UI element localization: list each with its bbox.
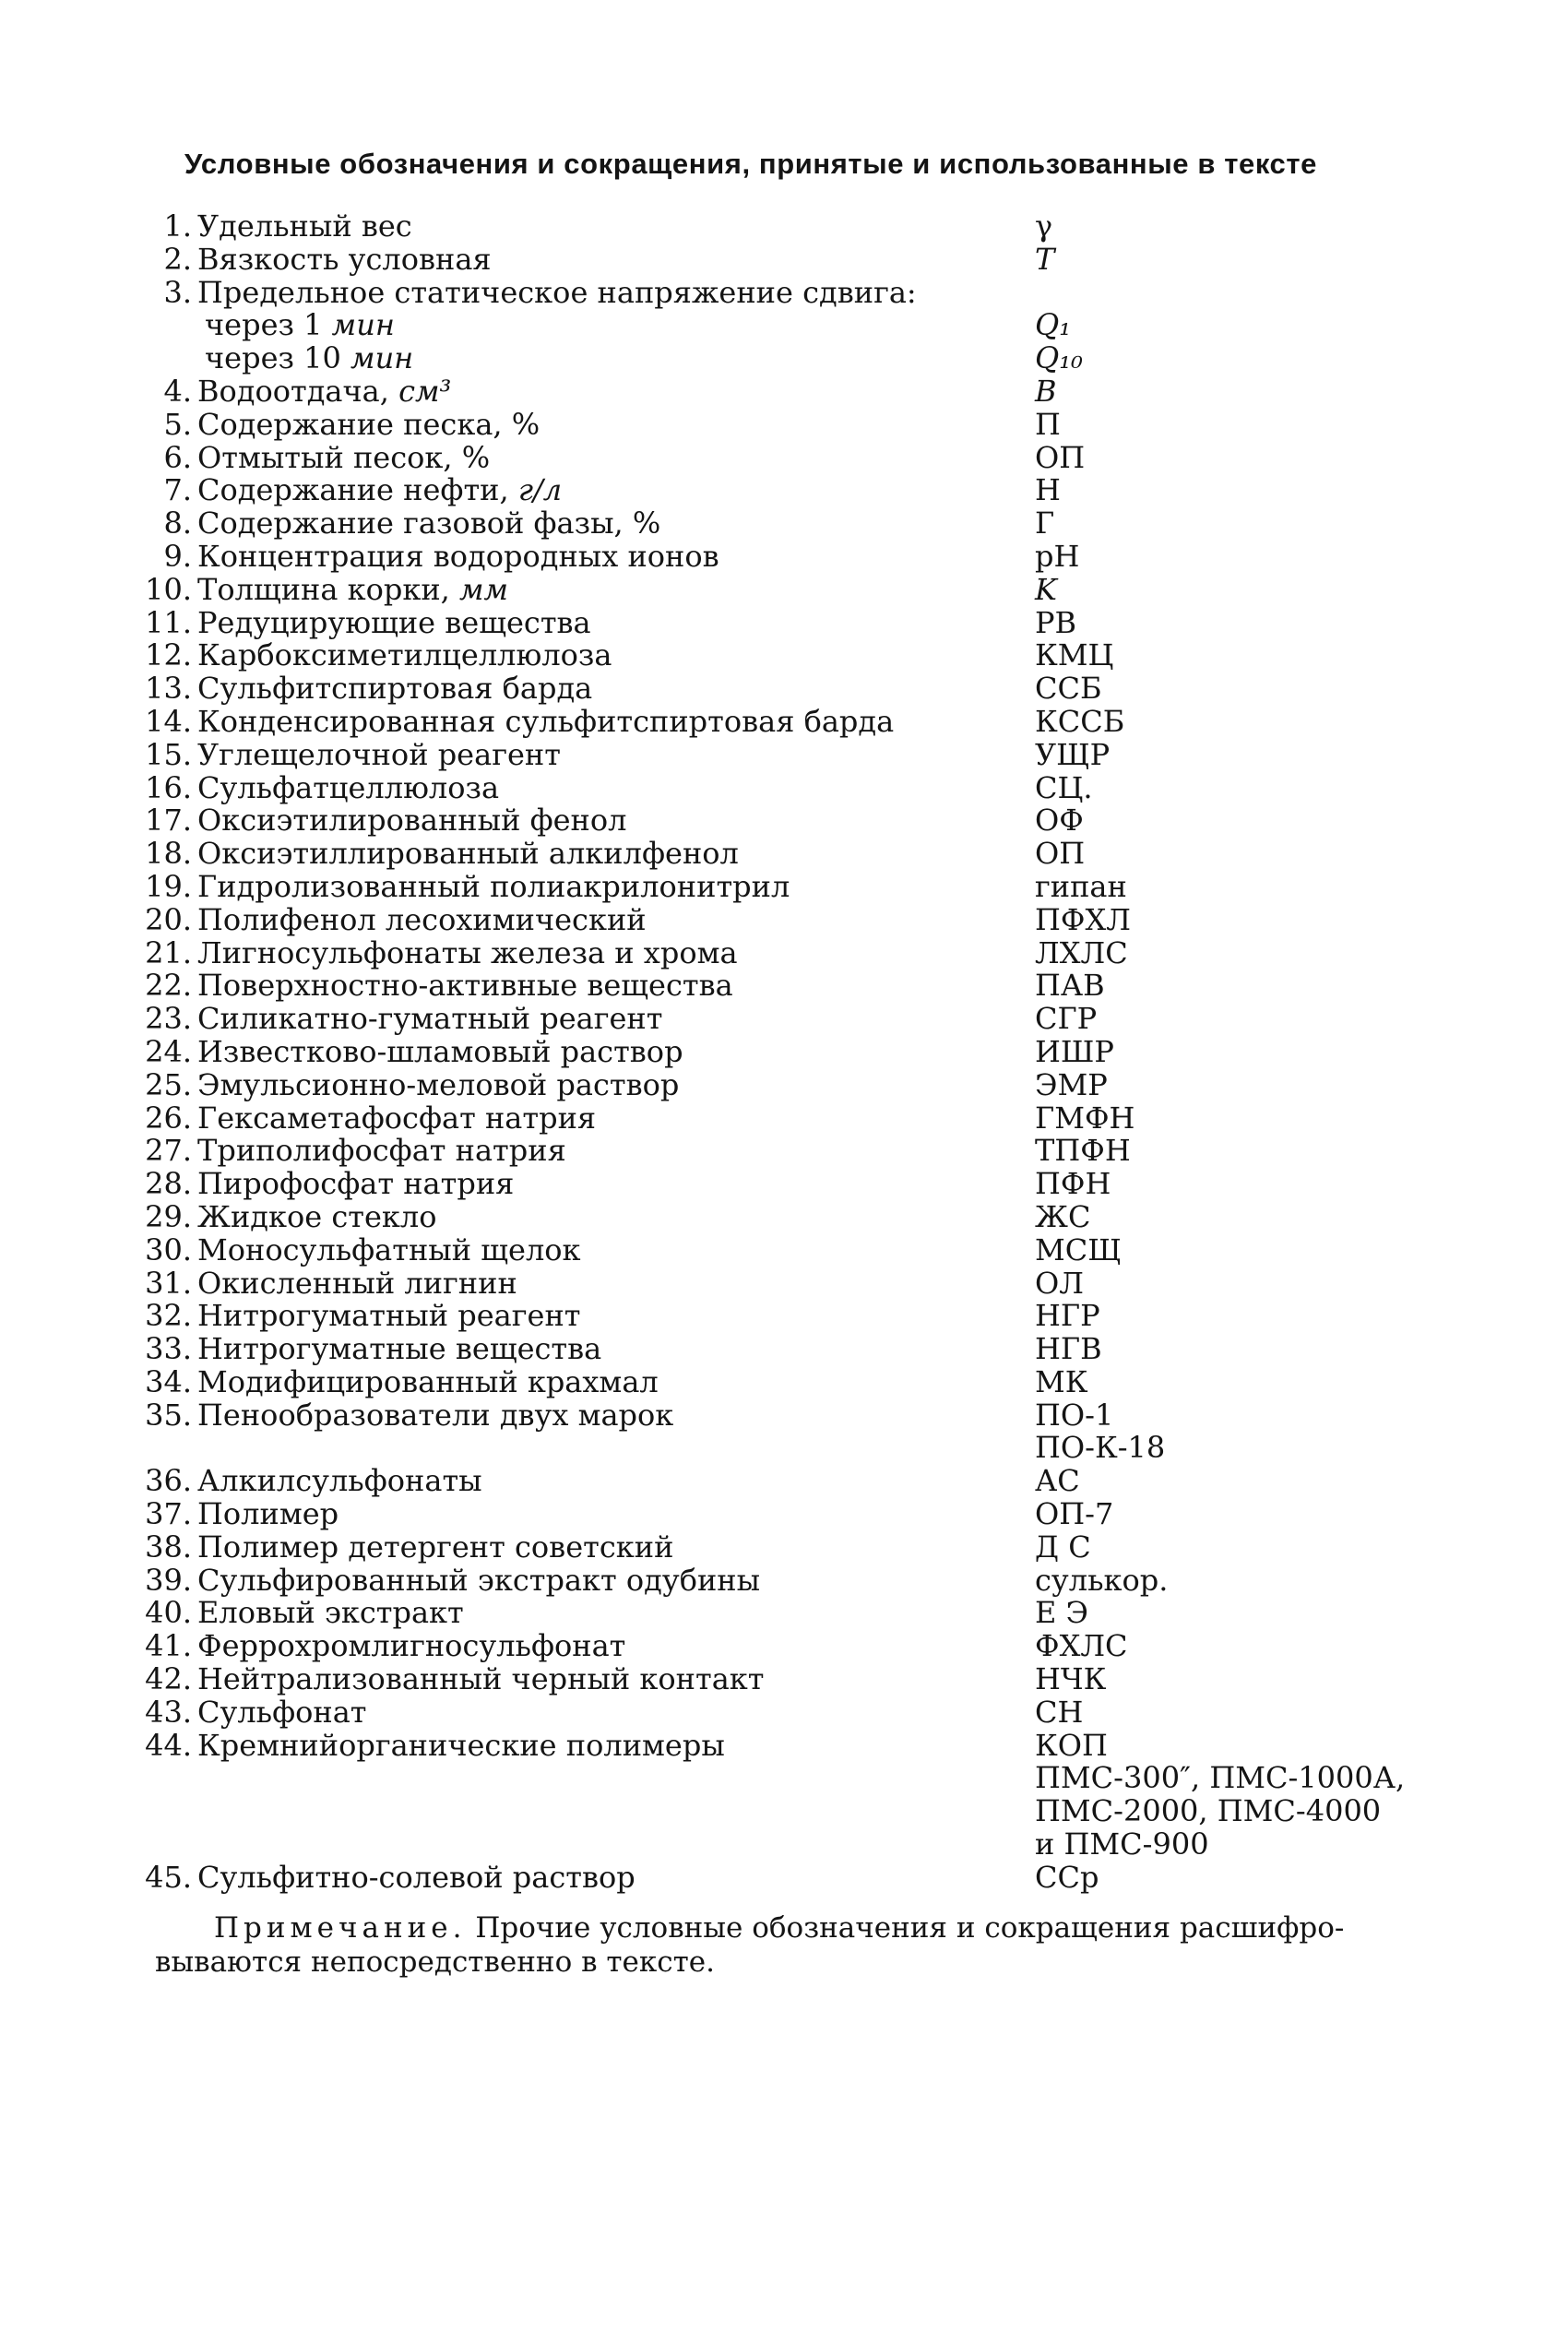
- list-item: [0, 901, 1568, 937]
- item-number: 6.: [163, 439, 192, 475]
- item-label: Окисленный лигнин: [197, 1265, 517, 1301]
- list-item: [0, 1399, 1568, 1433]
- item-number: 15.: [145, 736, 192, 772]
- item-number: 31.: [145, 1265, 192, 1301]
- item-abbreviation: МК: [1035, 1363, 1088, 1399]
- item-abbreviation: НГВ: [1035, 1331, 1102, 1367]
- item-label: Полимер: [197, 1496, 339, 1532]
- item-number: 26.: [145, 1100, 192, 1136]
- list-item: [0, 1498, 1568, 1531]
- item-abbreviation: ОП: [1035, 836, 1086, 872]
- item-abbreviation: и ПМС-900: [1035, 1826, 1209, 1862]
- list-item: [0, 1465, 1568, 1498]
- list-item: [0, 1102, 1568, 1136]
- item-label: Феррохромлигносульфонат: [197, 1628, 626, 1664]
- item-abbreviation: КМЦ: [1035, 637, 1114, 673]
- list-item: [0, 274, 1568, 310]
- item-abbreviation: Q₁₀: [1035, 340, 1083, 376]
- item-number: 34.: [145, 1363, 192, 1399]
- item-label: Моносульфатный щелок: [197, 1231, 581, 1267]
- list-item: [0, 1003, 1568, 1036]
- item-label: Триполифосфат натрия: [197, 1133, 566, 1169]
- item-number: 33.: [145, 1331, 192, 1367]
- item-number: 36.: [145, 1463, 192, 1499]
- item-number: 19.: [145, 868, 192, 904]
- item-label: Содержание нефти, г/л: [197, 472, 563, 508]
- item-number: 23.: [145, 1001, 192, 1037]
- item-number: 13.: [145, 671, 192, 707]
- item-label: Нитрогуматные вещества: [197, 1331, 602, 1367]
- list-item: [0, 1198, 1568, 1234]
- list-item: [0, 309, 1568, 342]
- item-abbreviation: ФХЛС: [1035, 1628, 1128, 1664]
- list-item: [0, 342, 1568, 375]
- item-label: Полифенол лесохимический: [197, 901, 647, 937]
- item-number: 44.: [145, 1727, 192, 1763]
- item-label: Углещелочной реагент: [197, 736, 561, 772]
- item-abbreviation: ИШР: [1035, 1033, 1114, 1069]
- item-label: Оксиэтиллированный алкилфенол: [197, 836, 739, 872]
- item-number: 12.: [145, 637, 192, 673]
- item-number: 22.: [145, 968, 192, 1004]
- item-number: 9.: [163, 538, 192, 574]
- item-number: 24.: [145, 1033, 192, 1069]
- item-abbreviation: ЛХЛС: [1035, 934, 1128, 970]
- item-number: 2.: [163, 241, 192, 277]
- list-item: [0, 604, 1568, 640]
- item-label: через 10 мин: [205, 340, 414, 376]
- list-item: [0, 736, 1568, 772]
- item-label: Силикатно-гуматный реагент: [197, 1001, 663, 1037]
- item-abbreviation: Q₁: [1035, 307, 1072, 343]
- list-item: [0, 970, 1568, 1003]
- item-label: Еловый экстракт: [197, 1595, 464, 1631]
- item-label: Полимер детергент советский: [197, 1529, 674, 1565]
- list-item: [0, 1562, 1568, 1598]
- list-item: [0, 1727, 1568, 1763]
- item-abbreviation: сулькор.: [1035, 1562, 1169, 1598]
- item-abbreviation: pH: [1035, 538, 1080, 574]
- item-number: 10.: [145, 571, 192, 607]
- list-item: [0, 1597, 1568, 1630]
- unit-text: г/л: [517, 472, 563, 508]
- item-label: Водоотдача, см³: [197, 373, 452, 409]
- item-number: 35.: [145, 1397, 192, 1433]
- list-item: [0, 1531, 1568, 1565]
- item-abbreviation: ОЛ: [1035, 1265, 1084, 1301]
- item-label: Карбоксиметилцеллюлоза: [197, 637, 612, 673]
- item-number: 14.: [145, 703, 192, 739]
- item-abbreviation: СН: [1035, 1694, 1084, 1730]
- item-abbreviation: гипан: [1035, 868, 1127, 904]
- item-abbreviation: ПМС-300″, ПМС-1000А,: [1035, 1760, 1406, 1796]
- item-number: 7.: [163, 472, 192, 508]
- item-abbreviation: НГР: [1035, 1298, 1100, 1334]
- item-abbreviation: ПФХЛ: [1035, 901, 1131, 937]
- item-number: 3.: [163, 274, 192, 310]
- item-number: 39.: [145, 1562, 192, 1598]
- item-abbreviation: γ: [1035, 208, 1053, 244]
- item-label: Сульфитно-солевой раствор: [197, 1859, 636, 1895]
- list-item: [0, 439, 1568, 475]
- list-item: [0, 1300, 1568, 1333]
- list-item: [0, 703, 1568, 739]
- item-number: 38.: [145, 1529, 192, 1565]
- item-label: Пирофосфат натрия: [197, 1166, 515, 1202]
- item-number: 18.: [145, 836, 192, 872]
- list-item: [0, 1231, 1568, 1267]
- note-heading: Примечание.: [214, 1911, 467, 1945]
- list-item: [0, 210, 1568, 244]
- item-abbreviation: ГМФН: [1035, 1100, 1135, 1136]
- item-label: Содержание газовой фазы, %: [197, 506, 661, 541]
- item-abbreviation: ПО-1: [1035, 1397, 1114, 1433]
- item-abbreviation: МСЩ: [1035, 1231, 1122, 1267]
- item-label: Жидкое стекло: [197, 1198, 437, 1234]
- item-label: Отмытый песок, %: [197, 439, 491, 475]
- item-label: Пенообразователи двух марок: [197, 1397, 674, 1433]
- item-number: 5.: [163, 406, 192, 442]
- list-item: [0, 639, 1568, 672]
- item-number: 30.: [145, 1231, 192, 1267]
- item-abbreviation: ПМС-2000, ПМС-4000: [1035, 1793, 1382, 1829]
- item-label: Редуцирующие вещества: [197, 604, 591, 640]
- item-label: Толщина корки, мм: [197, 571, 509, 607]
- item-abbreviation: Д С: [1035, 1529, 1091, 1565]
- item-label: Кремнийорганические полимеры: [197, 1727, 725, 1763]
- item-abbreviation: РВ: [1035, 604, 1077, 640]
- list-item: [0, 538, 1568, 574]
- item-abbreviation: ССр: [1035, 1859, 1099, 1895]
- item-abbreviation: ОФ: [1035, 803, 1084, 839]
- list-item: [0, 1859, 1568, 1895]
- note-text: Прочие условные обозначения и сокращения расшифро-: [475, 1911, 1345, 1945]
- abbreviation-list: [0, 210, 1568, 1895]
- list-item: [0, 1828, 1568, 1862]
- item-label: Концентрация водородных ионов: [197, 538, 719, 574]
- list-item: [0, 1696, 1568, 1730]
- item-number: 25.: [145, 1066, 192, 1102]
- list-item: [0, 804, 1568, 838]
- list-item: [0, 1066, 1568, 1102]
- item-abbreviation: СЦ.: [1035, 769, 1093, 805]
- item-number: 41.: [145, 1628, 192, 1664]
- unit-text: мин: [331, 307, 395, 343]
- item-label: Сульфированный экстракт одубины: [197, 1562, 761, 1598]
- item-abbreviation: СГР: [1035, 1001, 1098, 1037]
- item-label: Поверхностно-активные вещества: [197, 968, 733, 1004]
- item-abbreviation: Г: [1035, 506, 1055, 541]
- list-item: [0, 1432, 1568, 1465]
- item-number: 11.: [145, 604, 192, 640]
- item-abbreviation: Н: [1035, 472, 1061, 508]
- list-item: [0, 672, 1568, 706]
- list-item: [0, 934, 1568, 970]
- item-number: 40.: [145, 1595, 192, 1631]
- list-item: [0, 1630, 1568, 1663]
- item-label: Удельный вес: [197, 208, 412, 244]
- item-abbreviation: ОП-7: [1035, 1496, 1114, 1532]
- item-abbreviation: ССБ: [1035, 671, 1102, 707]
- item-abbreviation: КОП: [1035, 1727, 1108, 1763]
- item-abbreviation: НЧК: [1035, 1661, 1107, 1697]
- list-item: [0, 1135, 1568, 1168]
- list-item: [0, 571, 1568, 607]
- item-number: 45.: [145, 1859, 192, 1895]
- item-number: 32.: [145, 1298, 192, 1334]
- unit-text: см³: [398, 373, 452, 409]
- item-abbreviation: П: [1035, 406, 1061, 442]
- item-label: через 1 мин: [205, 307, 395, 343]
- item-label: Конденсированная сульфитспиртовая барда: [197, 703, 895, 739]
- item-abbreviation: ОП: [1035, 439, 1086, 475]
- item-number: 21.: [145, 934, 192, 970]
- item-label: Гидролизованный полиакрилонитрил: [197, 868, 790, 904]
- item-abbreviation: ПАВ: [1035, 968, 1105, 1004]
- item-abbreviation: ТПФН: [1035, 1133, 1131, 1169]
- list-item: [0, 1168, 1568, 1201]
- list-item: [0, 1363, 1568, 1399]
- item-abbreviation: Е Э: [1035, 1595, 1089, 1631]
- item-number: 27.: [145, 1133, 192, 1169]
- item-number: 42.: [145, 1661, 192, 1697]
- unit-text: мм: [459, 571, 509, 607]
- item-label: Нитрогуматный реагент: [197, 1298, 581, 1334]
- item-number: 37.: [145, 1496, 192, 1532]
- item-number: 20.: [145, 901, 192, 937]
- item-number: 28.: [145, 1166, 192, 1202]
- item-number: 8.: [163, 506, 192, 541]
- list-item: [0, 868, 1568, 904]
- item-abbreviation: ЖС: [1035, 1198, 1091, 1234]
- note-line-2: вываются непосредственно в тексте.: [155, 1945, 715, 1979]
- item-label: Модифицированный крахмал: [197, 1363, 659, 1399]
- list-item: [0, 474, 1568, 507]
- list-item: [0, 838, 1568, 871]
- item-abbreviation: ПФН: [1035, 1166, 1111, 1202]
- list-item: [0, 375, 1568, 409]
- item-abbreviation: ЭМР: [1035, 1066, 1108, 1102]
- item-label: Алкилсульфонаты: [197, 1463, 482, 1499]
- unit-text: мин: [350, 340, 414, 376]
- list-item: [0, 507, 1568, 541]
- item-label: Вязкость условная: [197, 241, 492, 277]
- item-label: Лигносульфонаты железа и хрома: [197, 934, 738, 970]
- item-number: 4.: [163, 373, 192, 409]
- note-block: [155, 1911, 1446, 1980]
- page-title: Условные обозначения и сокращения, принятые и использованные в тексте: [184, 148, 1318, 180]
- item-abbreviation: ПО-К-18: [1035, 1430, 1166, 1466]
- item-abbreviation: УЩР: [1035, 736, 1111, 772]
- list-item: [0, 1033, 1568, 1069]
- item-label: Содержание песка, %: [197, 406, 540, 442]
- item-number: 43.: [145, 1694, 192, 1730]
- list-item: [0, 1762, 1568, 1795]
- item-label: Сульфитспиртовая барда: [197, 671, 593, 707]
- list-item: [0, 1795, 1568, 1828]
- list-item: [0, 769, 1568, 805]
- list-item: [0, 1267, 1568, 1301]
- list-item: [0, 1333, 1568, 1366]
- item-abbreviation: АС: [1035, 1463, 1080, 1499]
- item-label: Эмульсионно-меловой раствор: [197, 1066, 680, 1102]
- item-number: 16.: [145, 769, 192, 805]
- item-label: Сульфатцеллюлоза: [197, 769, 500, 805]
- item-abbreviation: T: [1035, 241, 1055, 277]
- list-item: [0, 1663, 1568, 1696]
- item-abbreviation: КССБ: [1035, 703, 1125, 739]
- item-label: Оксиэтилированный фенол: [197, 803, 627, 839]
- item-number: 1.: [163, 208, 192, 244]
- item-abbreviation: B: [1035, 373, 1057, 409]
- item-abbreviation: K: [1035, 571, 1057, 607]
- list-item: [0, 406, 1568, 442]
- item-label: Сульфонат: [197, 1694, 367, 1730]
- list-item: [0, 241, 1568, 277]
- item-number: 29.: [145, 1198, 192, 1234]
- item-label: Гексаметафосфат натрия: [197, 1100, 597, 1136]
- item-label: Предельное статическое напряжение сдвига:: [197, 274, 917, 310]
- item-label: Нейтрализованный черный контакт: [197, 1661, 765, 1697]
- note-line-1: [214, 1911, 1446, 1945]
- item-label: Известково-шламовый раствор: [197, 1033, 683, 1069]
- item-number: 17.: [145, 803, 192, 839]
